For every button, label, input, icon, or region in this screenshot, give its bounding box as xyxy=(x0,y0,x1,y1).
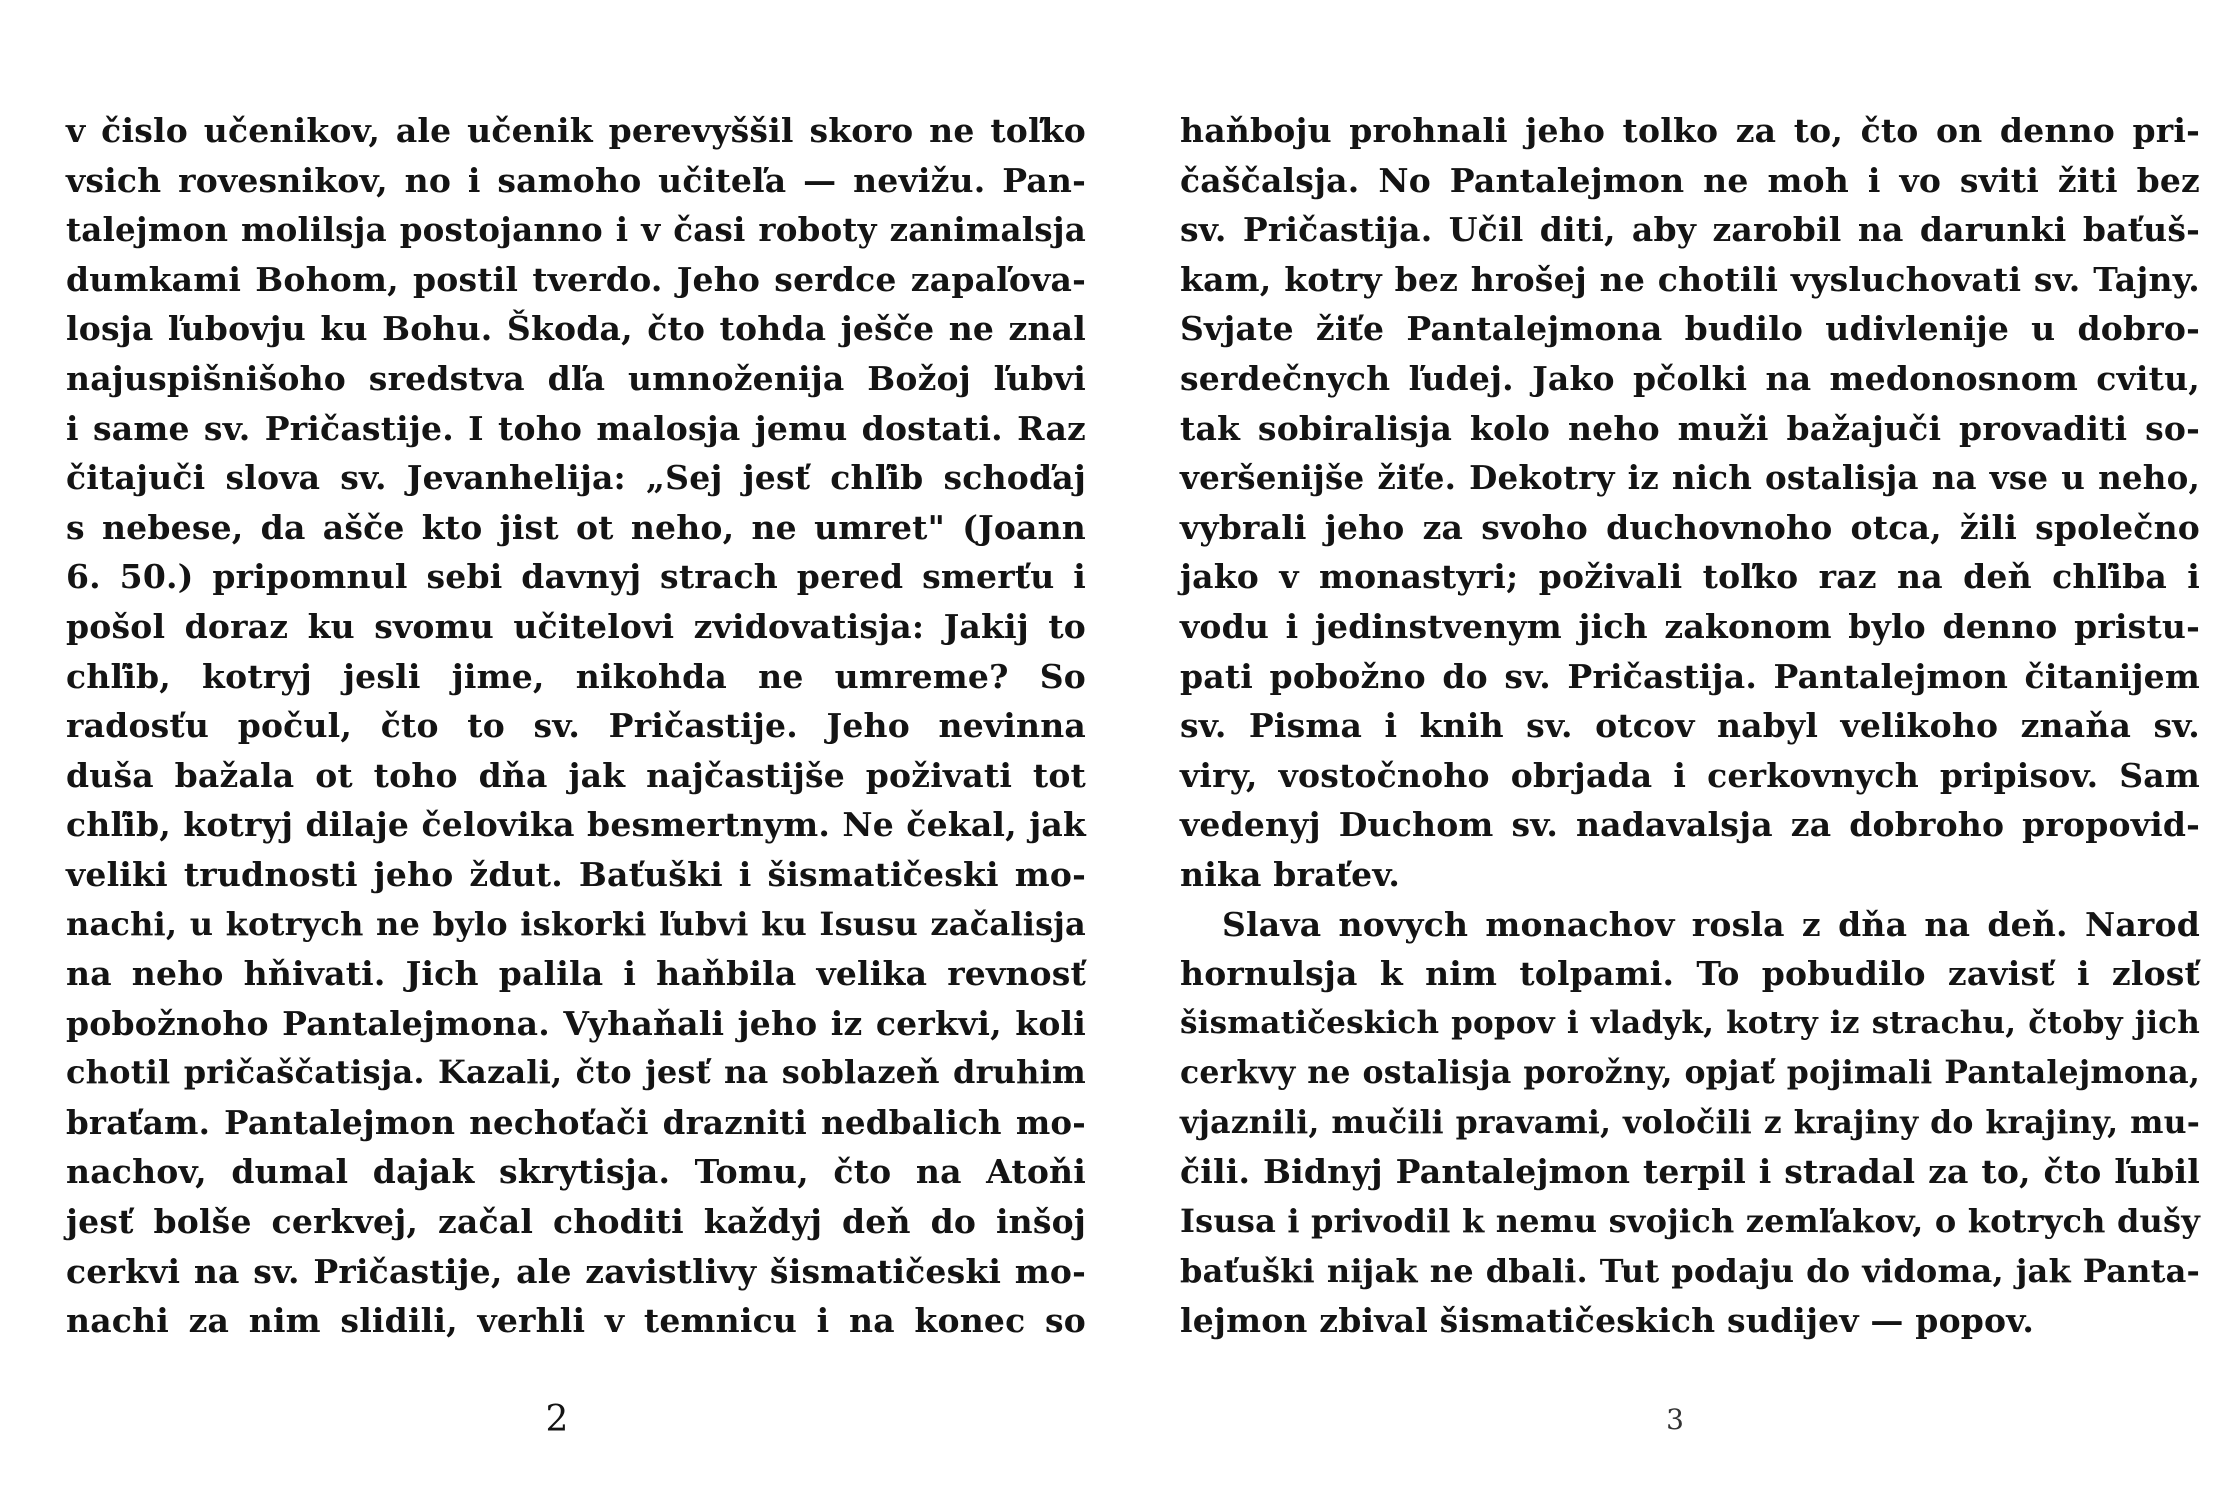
text-line: šismatičeskich popov i vladyk, kotry iz strachu, čtoby jich xyxy=(1180,1004,2200,1041)
text-line: haňboju prohnali jeho tolko za to, čto on denno pri- xyxy=(1180,111,2200,150)
text-line: s nebese, da ašče kto jist ot neho, ne umret" (Joann xyxy=(66,507,1086,547)
text-line: Svjate žiťe Pantalejmona budilo udivlenije u dobro- xyxy=(1180,309,2200,349)
text-line: vybrali jeho za svoho duchovnoho otca, žili společno xyxy=(1180,507,2200,547)
text-line: sv. Pričastija. Učil diti, aby zarobil na darunki baťuš- xyxy=(1180,210,2200,250)
text-line: nachi za nim slidili, verhli v temnicu i na konec so xyxy=(66,1301,1086,1341)
text-line: cerkvy ne ostalisja porožny, opjať pojimali Pantalejmona, xyxy=(1180,1054,2200,1092)
text-line: talejmon molilsja postojanno i v časi roboty zanimalsja xyxy=(66,210,1086,250)
text-line: v čislo učenikov, ale učenik perevyššil skoro ne toľko xyxy=(66,111,1086,150)
page-number-right: 3 xyxy=(1666,1403,1684,1436)
text-line: 6. 50.) pripomnul sebi davnyj strach pered smerťu i xyxy=(66,557,1086,597)
text-line: chľib, kotryj jesli jime, nikohda ne umreme? So xyxy=(66,656,1086,696)
text-line: na neho hňivati. Jich palila i haňbila velika revnosť xyxy=(66,954,1086,994)
paragraph-last-line: nika braťev. xyxy=(1180,854,1401,894)
text-line: serdečnych ľudej. Jako pčolki na medonosnom cvitu, xyxy=(1180,358,2200,398)
text-line: veliki trudnosti jeho ždut. Baťuški i šismatičeski mo- xyxy=(66,854,1086,894)
text-line: čili. Bidnyj Pantalejmon terpil i stradal za to, čto ľubil xyxy=(1180,1152,2200,1192)
text-line: vsich rovesnikov, no i samoho učiteľa — nevižu. Pan- xyxy=(66,160,1086,200)
text-line: pošol doraz ku svomu učitelovi zvidovatisja: Jakij to xyxy=(66,606,1086,646)
text-line: vodu i jedinstvenym jich zakonom bylo denno pristu- xyxy=(1180,606,2200,646)
text-line: nachov, dumal dajak skrytisja. Tomu, čto na Atoňi xyxy=(66,1152,1086,1192)
text-line: losja ľubovju ku Bohu. Škoda, čto tohda ješče ne znal xyxy=(66,309,1086,349)
text-line: čitajuči slova sv. Jevanhelija: „Sej jesť chľib schoďaj xyxy=(66,458,1086,498)
text-line: chľib, kotryj dilaje čelovika besmertnym. Ne čekal, jak xyxy=(66,805,1086,845)
text-line: sv. Pisma i knih sv. otcov nabyl velikoho znaňa sv. xyxy=(1180,706,2200,746)
page-number-left: 2 xyxy=(545,1399,569,1440)
text-line: baťuški nijak ne dbali. Tut podaju do vidoma, jak Panta- xyxy=(1180,1251,2200,1290)
text-line: Isusa i privodil k nemu svojich zemľakov, o kotrych dušy xyxy=(1180,1202,2201,1241)
text-line: pobožnoho Pantalejmona. Vyhaňali jeho iz cerkvi, koli xyxy=(66,1003,1086,1043)
text-line: jesť bolše cerkvej, začal choditi každyj deň do inšoj xyxy=(66,1202,1086,1242)
text-line: vjaznili, mučili pravami, voločili z krajiny do krajiny, mu- xyxy=(1180,1103,2200,1141)
text-line: hornulsja k nim tolpami. To pobudilo zavisť i zlosť xyxy=(1180,954,2200,994)
text-line: braťam. Pantalejmon nechoťači drazniti nedbalich mo- xyxy=(66,1102,1086,1142)
text-line: vedenyj Duchom sv. nadavalsja za dobroho propovid- xyxy=(1180,805,2200,845)
text-line: čaščalsja. No Pantalejmon ne moh i vo sviti žiti bez xyxy=(1180,160,2200,200)
paragraph-last-line: lejmon zbival šismatičeskich sudijev — popov. xyxy=(1180,1301,2035,1341)
text-line: najuspišnišoho sredstva dľa umnoženija Božoj ľubvi xyxy=(66,358,1086,398)
right-page xyxy=(1180,106,2200,1346)
text-line: cerkvi na sv. Pričastije, ale zavistlivy šismatičeski mo- xyxy=(66,1251,1086,1291)
text-line: kam, kotry bez hrošej ne chotili vysluchovati sv. Tajny. xyxy=(1180,259,2200,299)
paragraph-first-line: Slava novych monachov rosla z dňa na deň. Narod xyxy=(1222,904,2200,944)
text-line: radosťu počul, čto to sv. Pričastije. Jeho nevinna xyxy=(66,706,1086,746)
text-line: pati pobožno do sv. Pričastija. Pantalejmon čitanijem xyxy=(1180,656,2200,696)
text-line: tak sobiralisja kolo neho muži bažajuči provaditi so- xyxy=(1180,408,2200,448)
text-line: dumkami Bohom, postil tverdo. Jeho serdce zapaľova- xyxy=(66,259,1086,299)
text-line: veršenijše žiťe. Dekotry iz nich ostalisja na vse u neho, xyxy=(1180,458,2200,498)
text-line: duša bažala ot toho dňa jak najčastijše poživati tot xyxy=(66,755,1086,795)
text-line: viry, vostočnoho obrjada i cerkovnych pripisov. Sam xyxy=(1180,755,2200,795)
text-line: i same sv. Pričastije. I toho malosja jemu dostati. Raz xyxy=(66,408,1086,448)
text-line: nachi, u kotrych ne bylo iskorki ľubvi ku Isusu začalisja xyxy=(66,904,1086,943)
left-page xyxy=(66,106,1086,1346)
text-line: chotil pričaščatisja. Kazali, čto jesť na soblazeň druhim xyxy=(66,1053,1086,1092)
text-line: jako v monastyri; poživali toľko raz na deň chľiba i xyxy=(1180,557,2200,597)
